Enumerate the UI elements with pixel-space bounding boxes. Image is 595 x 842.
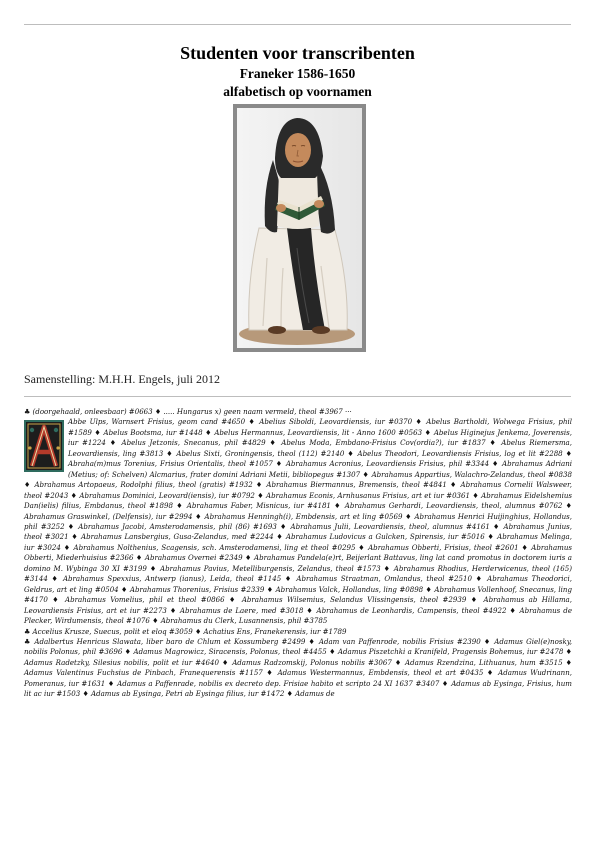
decorated-initial-a-icon (24, 420, 64, 472)
a-entries-first-line: ♣ (doorgehaald, onleesbaar) #0663 ♦ ..... Hungarus x) geen naam vermeld, theol #3967 ··· (24, 407, 352, 416)
monk-reading-statue-photo (233, 104, 366, 352)
ac-entries-paragraph: ♣ Accelius Krusze, Suecus, polit et eloq #3059 ♦ Achatius Ens, Franekerensis, iur #1789 (24, 626, 347, 636)
ad-entries-paragraph: ♣ Adalbertus Henricus Slawata, liber baro de Chlum et Kossumberg #2499 ♦ Adam van Paffenrode, nobilis Frisius #2390 ♦ Adamus Giel(e)nosky, nobilis Polonus, phil #3696 ♦ Adamus Magrowicz, Siracensis, Polonus, theol #4455 ♦ Adamus Piszetchki a Kranifeld, Pragensis Bohemus, iur #2478 ♦ Adamus Radetzky, Silesius nobilis, polit et iur #4640 ♦ Adamus Radzomskij, Polonus nobilis #3067 ♦ Adamus Rzendzina, Lithuanus, hum #3515 ♦ Adamus Valentinus Fuchsius de Pinbach, Franequerensis #1157 ♦ Adamus Westermannus, Embdensis, theol et art #0435 ♦ Adamus Wudrinann, Pomeranus, iur #1631 ♦ Adamus a Paffenrade, nobilis ex decreto dep. Frisiae habito et scripto 24 XI 1637 #3407 ♦ Adamus ab Eysinga, Frisius, hum lit ac iur #1503 ♦ Adamus ab Eysinga, Petri ab Eysinga filius, iur #1472 ♦ Adamus de (24, 636, 572, 699)
student-index-text (24, 407, 572, 700)
statue-illustration (237, 108, 362, 348)
compiler-credit: Samenstelling: M.H.H. Engels, juli 2012 (24, 372, 220, 386)
sort-order-label: alfabetisch op voornamen (223, 84, 372, 99)
section-rule (24, 396, 571, 397)
top-rule (24, 24, 571, 25)
page-title: Studenten voor transcribenten (180, 43, 415, 63)
page-subtitle: Franeker 1586-1650 (239, 66, 356, 81)
a-entries-paragraph: Abbe Ulps, Warnsert Frisius, geom cand #4650 ♦ Abelius Siboldi, Leovardiensis, iur #0370 ♦ Abelus Bartholdi, Wolwega Frisius, phil #1589 ♦ Abelus Bootsma, iur #1448 ♦ Abelus Hermannus, Leovardiensis, lit - Anno 1600 #0563 ♦ Abelus Higinejus Jenkema, Joverensis, iur #1224 ♦ Abelus Jetzonis, Snecanus, phil #4829 ♦ Abelus Moda, Embdano-Frisius Cov(ordia?), iur #1837 ♦ Abelus Riemersma, Leovardiensis, ling #3813 ♦ Abelus Sixti, Groningensis, theol (112) #2140 ♦ Abelus Theodori, Leovardiensis Frisius, log et lit #2288 ♦ Abraha(m)mus Torenius, Frisius Orientalis, theol #1057 ♦ Abrahamus Acronius, Leovardiensis Frisius, phil #3344 ♦ Abrahamus Adriani (Metius; of: Schelven) Alcmarius, frater domini Adriani Metii, bibliopegus #1307 ♦ Abrahamus Appartius, Walachro-Zelandus, theol #0838 ♦ Abrahamus Artopaeus, Rodolphi filius, theol (gratis) #1932 ♦ Abrahamus Biermannus, Bremensis, theol #4841 ♦ Abrahamus Cornelii Walsweer, theol #2043 ♦ Abrahamus Dominici, Leovard(iensis), iur #0792 ♦ Abrahamus Econis, Arnhusanus Frisius, art et iur #0361 ♦ Abrahamus Eidelshemius Dan(ielis) filius, Embdanus, theol #1898 ♦ Abrahamus Faber, Misnicus, iur #4181 ♦ Abrahamus Gerhardi, Leovardiensis, theol, alumnus #0762 ♦ Abrahamus Graswinkel, (Delfensis), iur #2994 ♦ Abrahamus Henningh(i), Embdensis, art et ling #0569 ♦ Abrahamus Henrici Huijinghius, Hollandus, phil #3252 ♦ Abrahamus Jacobi, Amsterodamensis, phil (86) #1693 ♦ Abrahamus Julii, Leovardiensis, theol, alumnus #4161 ♦ Abrahamus Junius, theol #3021 ♦ Abrahamus Lansbergius, Gusa-Zelandus, med #2244 ♦ Abrahamus Ludovicus a Gulcken, Spirensis, iur #5016 ♦ Abrahamus Melinga, iur #3024 ♦ Abrahamus Nolthenius, Scagensis, sch. Amsterodamensi, ling et theol #0295 ♦ Abrahamus Obberti, Frisius, theol #2601 ♦ Abrahamus Obberti, Miederhuisius #2366 ♦ Abrahamus Overnei #2349 ♦ Abrahamus Pandela(e)rt, Beijerlant Battavus, ling lat cand promotus in doctorem iuris a domino M. Wybinga 30 XI #3199 ♦ Abrahamus Pavius, Metelliburgensis, Zelandus, theol #1573 ♦ Abrahamus Rhodius, Herderwicenus, theol (165) #3144 ♦ Abrahamus Spexxius, Antwerp (ianus), Leida, theol #1145 ♦ Abrahamus Straatman, Omlandus, theol #2510 ♦ Abrahamus Theodorici, Geldrus, art et ling #0504 ♦ Abrahamus Thorenius, Frisius #2339 ♦ Abrahamus Valck, Hollandus, ling #0898 ♦ Abrahamus Vollenhoof, Snecanus, ling #4170 ♦ Abrahamus Vomelius, phil et theol #0866 ♦ Abrahamus Wilsemius, Selandus Vlissingensis, theol #2939 ♦ Abrahamus ab Hillama, Leovardiensis Frisius, art et iur #2273 ♦ Abrahamus de Laere, med #3018 ♦ Abrahamus de Leonhardis, Campensis, theol #4922 ♦ Abrahamus de Plecker, Wirdumensis, theol #1076 ♦ Abrahamus du Clerk, Lusannensis, phil #3785 (24, 417, 572, 626)
